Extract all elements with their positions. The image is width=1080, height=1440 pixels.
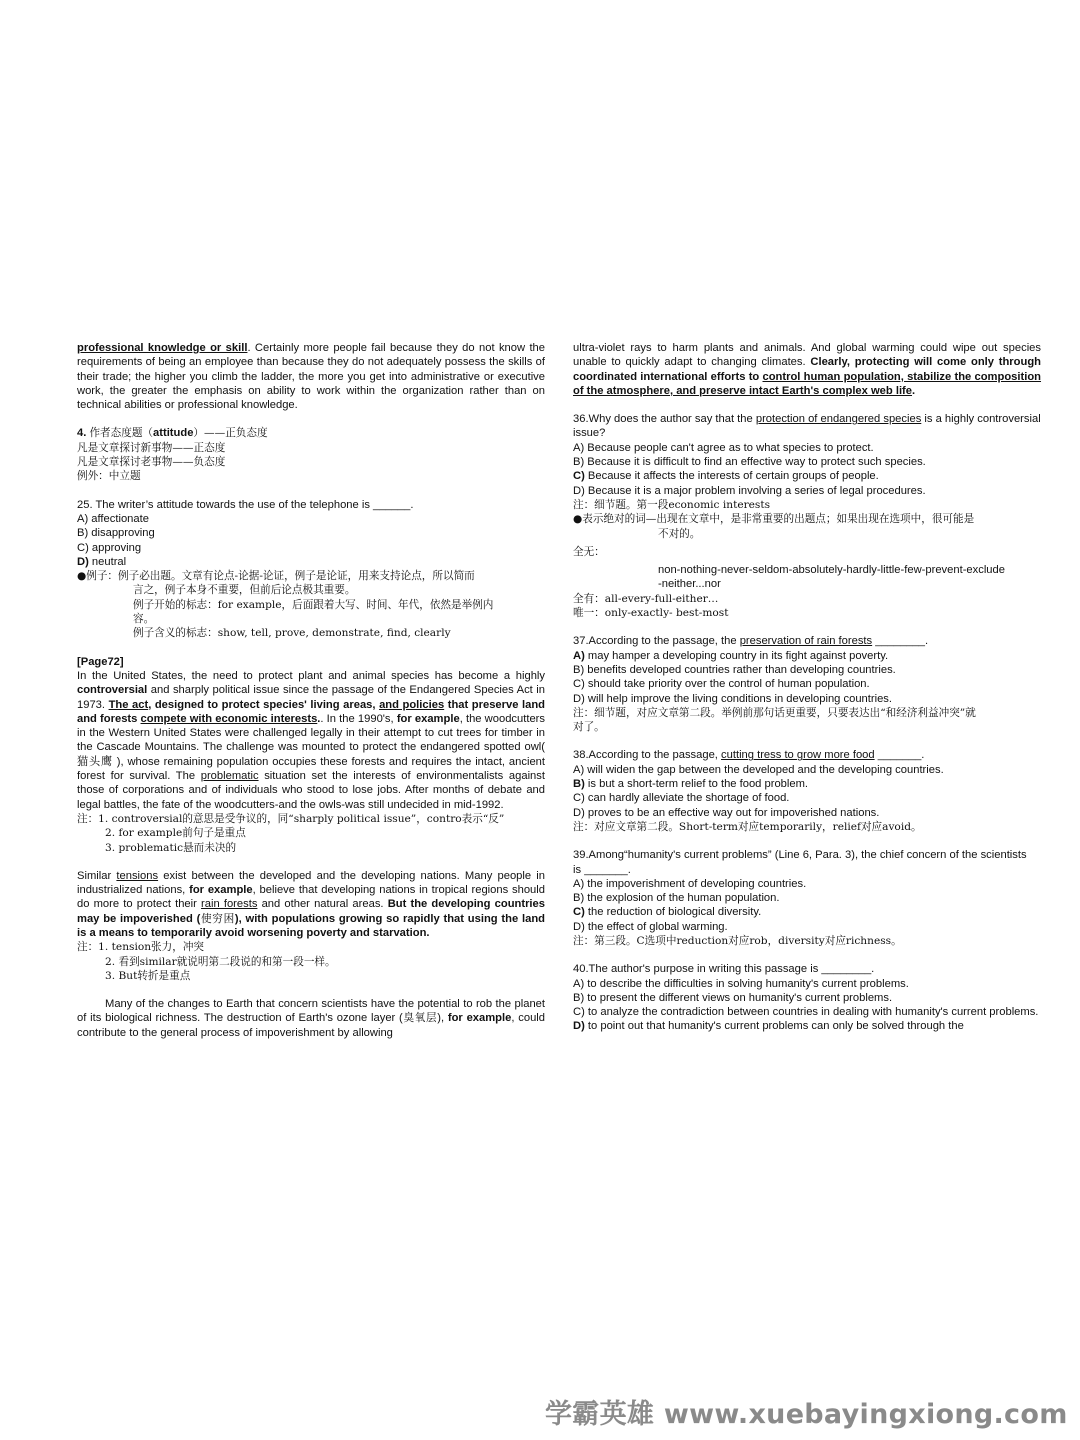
question-25: 25. The writer’s attitude towards the use of the telephone is ______.	[77, 498, 414, 511]
question-40: 40.The author's purpose in writing this passage is ________.	[573, 963, 875, 976]
example-note: 例子含义的标志：show, tell, prove, demonstrate, find, clearly	[133, 627, 451, 640]
option-d: D) to point out that humanity's current problems can only be solved through the	[573, 1020, 964, 1033]
option-a: A) Because people can't agree as to what species to protect.	[573, 441, 874, 454]
note: 注：细节题，对应文章第二段。举例前那句话更重要，只要表达出“和经济利益冲突”就	[573, 706, 976, 719]
note: 全有：all-every-full-either…	[573, 592, 719, 605]
option-d: D) proves to be an effective way out for impoverished nations.	[573, 806, 880, 819]
question-38: 38.According to the passage, cutting tress to grow more food _______.	[573, 749, 925, 762]
attitude-rule: 凡是文章探讨新事物——正态度	[77, 441, 226, 454]
paragraph-intro: professional knowledge or skill. Certainly more people fail because they do not know the requirements of being an employee than because they do not adequately possess the skills of their trade; the higher you climb the ladder, the more you get into administrative or executive work, the greater the emphasis on ability to work within the organization rather than on technical abilities or professional knowledge.	[77, 342, 545, 412]
note: 不对的。	[658, 527, 701, 540]
option-a: A) will widen the gap between the developed and the developing countries.	[573, 763, 944, 776]
passage-paragraph-3: Many of the changes to Earth that concern scientists have the potential to rob the planet of its biological richness. The destruction of Earth's ozone layer (臭氧层), for example, could contribute to the general process of impoverishment by allowing	[77, 998, 545, 1039]
note: 3. problematic悬而未决的	[105, 841, 237, 854]
passage-paragraph-2: Similar tensions exist between the developed and the developing nations. Many people in industrialized nations, for example, believe that developing nations in tropical regions should do more to protect their rain forests and other natural areas. But the developing countries may be impoverished (使穷困), with populations growing so rapidly that using the land is a means to temporarily avoid worsening poverty and starvation.	[77, 869, 546, 939]
option-c: C) to analyze the contradiction between countries in dealing with humanity's current problems.	[573, 1006, 1039, 1019]
option-b: B) is but a short-term relief to the food problem.	[573, 778, 809, 791]
option-c: C) can hardly alleviate the shortage of food.	[573, 792, 790, 805]
note: 注：第三段。C选项中reduction对应rob，diversity对应richness。	[573, 934, 902, 947]
example-note: 容。	[133, 613, 155, 626]
note: 3. But转折是重点	[105, 969, 191, 982]
option-a: A) may hamper a developing country in its fight against poverty.	[573, 649, 889, 662]
option-d: D) the effect of global warming.	[573, 920, 728, 933]
option-a: A) the impoverishment of developing countries.	[573, 877, 807, 890]
left-column	[77, 341, 545, 1040]
question-36: 36.Why does the author say that the protection of endangered species is a highly controversial	[573, 413, 1041, 426]
option-c: C) the reduction of biological diversity.	[573, 906, 762, 919]
note: 注：1. tension张力，冲突	[77, 941, 205, 954]
option-c: C) Because it affects the interests of certain groups of people.	[573, 470, 879, 483]
option-b: B) disapproving	[77, 527, 155, 540]
note: 2. for example前句子是重点	[105, 827, 246, 840]
question-39-cont: is _______.	[573, 863, 631, 876]
section-heading-attitude: 4. 作者态度题（attitude）——正负态度	[77, 427, 268, 440]
question-39: 39.Among“humanity's current problems” (Line 6, Para. 3), the chief concern of the scientists	[573, 849, 1027, 862]
note: 2. 看到similar就说明第二段说的和第一段一样。	[105, 955, 336, 968]
attitude-rule: 凡是文章探讨老事物——负态度	[77, 456, 226, 469]
note: 注：对应文章第二段。Short-term对应temporarily，relief对应avoid。	[573, 820, 922, 833]
example-note: 言之，例子本身不重要，但前后论点极其重要。	[133, 584, 356, 597]
note: ●表示绝对的词—出现在文章中，是非常重要的出题点；如果出现在选项中，很可能是	[573, 513, 975, 526]
question-37: 37.According to the passage, the preservation of rain forests ________.	[573, 635, 929, 648]
note: 注：细节题。第一段economic interests	[573, 498, 771, 511]
example-note: 例子开始的标志：for example，后面跟着大写、时间、年代，依然是举例内	[133, 598, 494, 611]
watermark: 学霸英雄 www.xuebayingxiong.com	[545, 1399, 1068, 1430]
option-b: B) benefits developed countries rather than developing countries.	[573, 663, 896, 676]
right-column	[573, 341, 1041, 1034]
page-marker: [Page72]	[77, 655, 124, 668]
note: non-nothing-never-seldom-absolutely-hardly-little-few-prevent-exclude	[658, 564, 1005, 577]
option-d: D) Because it is a major problem involving a series of legal procedures.	[573, 484, 926, 497]
option-b: B) to present the different views on humanity's current problems.	[573, 991, 893, 1004]
option-b: B) Because it is difficult to find an effective way to protect such species.	[573, 456, 926, 469]
note: -neither...nor	[658, 578, 721, 591]
passage-paragraph-3-cont: ultra-violet rays to harm plants and animals. And global warming could wipe out species unable to quickly adapt to changing climates. Clearly, protecting will come only through coordinated international efforts to control human population, stabilize the composition of the atmosphere, and preserve intact Earth's complex web life.	[573, 342, 1042, 397]
note: 全无：	[573, 545, 605, 558]
attitude-rule: 例外：中立题	[77, 470, 141, 483]
option-d: D) neutral	[77, 555, 127, 568]
option-c: C) approving	[77, 541, 142, 554]
note: 注：1. controversial的意思是受争议的，同“sharply political issue”，contro表示“反”	[77, 812, 505, 825]
example-note: ●例子：例子必出题。文章有论点-论据-论证，例子是论证，用来支持论点，所以简而	[77, 570, 475, 583]
note: 唯一：only-exactly- best-most	[573, 607, 729, 620]
option-a: A) affectionate	[77, 512, 149, 525]
option-b: B) the explosion of the human population.	[573, 892, 780, 905]
option-d: D) will help improve the living conditions in developing countries.	[573, 692, 893, 705]
question-36-cont: issue?	[573, 427, 606, 440]
option-c: C) should take priority over the control of human population.	[573, 678, 870, 691]
note: 对了。	[573, 721, 605, 734]
option-a: A) to describe the difficulties in solving humanity's current problems.	[573, 977, 909, 990]
passage-paragraph-1: In the United States, the need to protect plant and animal species has become a highly controversial and sharply political issue since the passage of the Endangered Species Act in 1973. The act, designed to protect species' living areas, and policies that preserve land and forests compete with economic interests.. In the 1990's, for example, the woodcutters in the Western United States were challenged legally in their attempt to cut trees for timber in the Cascade Mountains. The challenge was mounted to protect the endangered spotted owl( 猫头鹰 ), whose remaining population occupies these forests and requires the intact, ancient forest for survival. The problematic situation set the interests of environmentalists against those of corporations and of individuals who stood to lose jobs. After months of debate and legal battles, the fate of the woodcutters-and the owls-was still undecided in mid-1992.	[77, 669, 546, 811]
